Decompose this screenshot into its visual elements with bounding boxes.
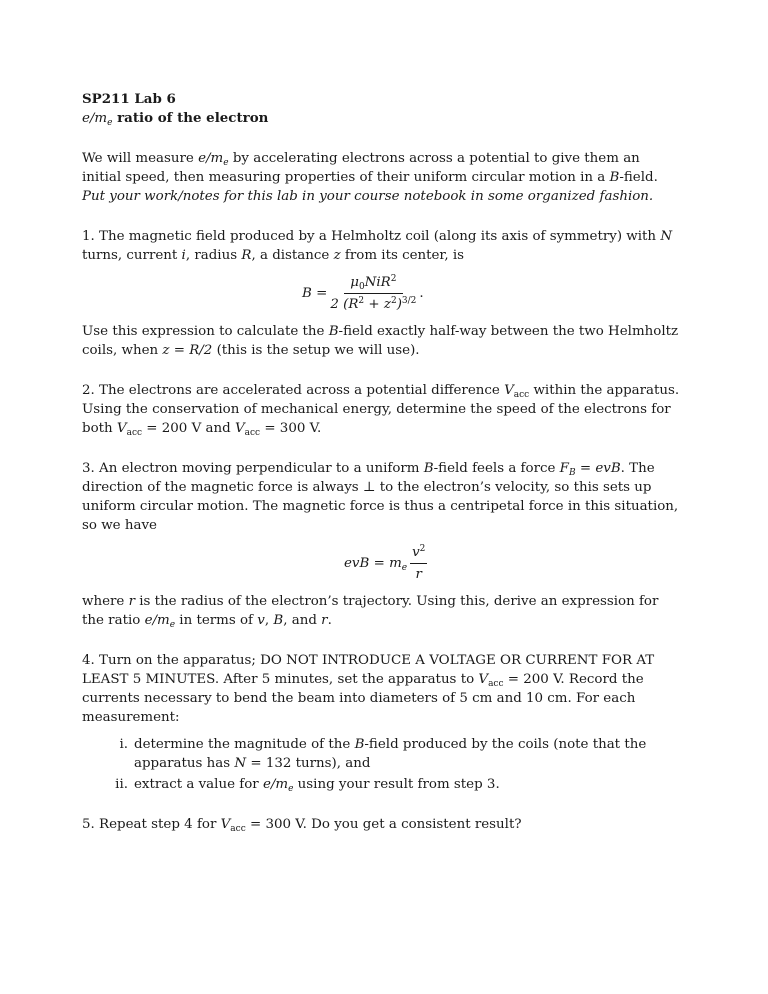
step-1-text: 1. The magnetic field produced by a Helmholtz coil (along its axis of symmetry) with N turns, current i, radius R, a distance z from its center, is	[82, 229, 673, 263]
step-5	[82, 815, 682, 834]
step-3-text: 3. An electron moving perpendicular to a uniform B-field feels a force $F_B$ = evB. The direction of the magnetic force is always ⊥ to the electron’s velocity, so this sets up uniform circular motion. The magnetic force is thus a centripetal force in this situation, so we have	[82, 461, 679, 533]
step-3-after: where r is the radius of the electron’s trajectory. Using this, derive an expression for the ratio $e/m_e$ in terms of v, B, and r.	[82, 594, 659, 630]
intro-text: We will measure $e/m_e$ by accelerating electrons across a potential to give them an initial speed, then measuring properties of their uniform circular motion in a B-field.	[82, 151, 658, 185]
step-5-text: 5. Repeat step 4 for $V_{acc} = 300$ V. Do you get a consistent result?	[82, 817, 522, 834]
intro-note: Put your work/notes for this lab in your course notebook in some organized fashion.	[82, 189, 654, 204]
step-3	[82, 459, 682, 630]
lab-title: SP211 Lab 6	[82, 91, 176, 107]
step-4-text: 4. Turn on the apparatus; DO NOT INTRODUCE A VOLTAGE OR CURRENT FOR AT LEAST 5 MINUTES. After 5 minutes, set the apparatus to $V_{acc} = 200$ V. Record the currents necessary to bend the beam into diameters of 5 cm and 10 cm. For each measurement:	[82, 653, 655, 725]
document-content	[82, 90, 682, 855]
step-2	[82, 381, 682, 438]
step-1-after: Use this expression to calculate the B-field exactly half-way between the two Helmholtz coils, when z = R/2 (this is the setup we will use).	[82, 324, 679, 358]
list-item: i. determine the magnitude of the B-field produced by the coils (note that the apparatus has N = 132 turns), and	[119, 737, 647, 771]
step-2-text: 2. The electrons are accelerated across a potential difference $V_{acc}$ within the apparatus. Using the conservation of mechanical energy, determine the speed of the electrons for both $V_{acc} = 200$ V and $V_{acc} = 300$ V.	[82, 383, 680, 438]
intro-paragraph	[82, 149, 682, 206]
centripetal-equation: evB = $m_e$ $\frac{v^2}{r}$	[344, 544, 426, 582]
list-item: ii. extract a value for $e/m_e$ using your result from step 3.	[115, 777, 500, 794]
step-4	[82, 651, 682, 794]
helmholtz-equation: B = $\frac{\mu_0NiR^2}{2 (R^2 + z^2)^{3/2}}$ .	[302, 274, 424, 312]
step-1	[82, 227, 682, 360]
lab-subtitle: $e/m_e$ ratio of the electron	[82, 110, 269, 128]
